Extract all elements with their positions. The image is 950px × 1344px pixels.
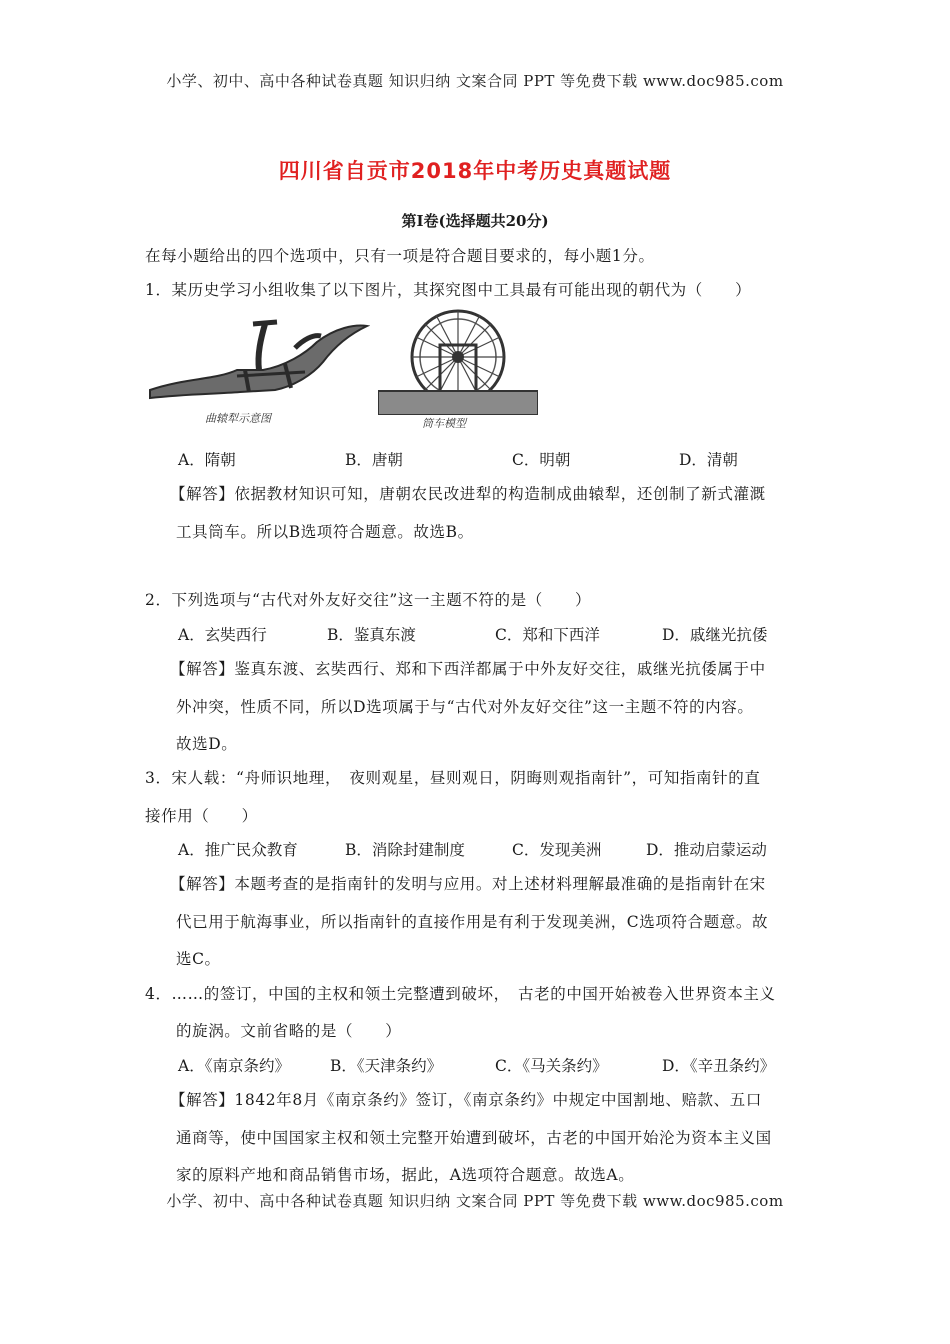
q3-option-d: D．推动启蒙运动 [646,841,767,859]
q1-answer-line-2: 工具筒车。所以B选项符合题意。故选B。 [176,523,474,541]
q2-option-d: D．戚继光抗倭 [662,626,768,644]
q4-answer-line-1: 【解答】1842年8月《南京条约》签订，《南京条约》中规定中国割地、赔款、五口 [170,1091,762,1109]
section-heading: 第Ⅰ卷(选择题共20分) [401,212,549,230]
q1-option-d: D．清朝 [679,451,738,469]
q3-option-a: A．推广民众教育 [178,841,298,859]
q2-answer-line-2: 外冲突，性质不同，所以D选项属于与“古代对外友好交往”这一主题不符的内容。 [176,698,754,716]
q1-option-a: A．隋朝 [178,451,236,469]
q3-stem-line-1: 3．宋人载：“舟师识地理， 夜则观星，昼则观日，阴晦则观指南针”，可知指南针的直 [145,769,761,787]
plow-figure [145,318,370,428]
q2-answer-line-3: 故选D。 [176,735,238,753]
waterwheel-caption: 筒车模型 [422,417,466,430]
q4-answer-line-3: 家的原料产地和商品销售市场，据此，A选项符合题意。故选A。 [176,1166,635,1184]
q4-option-b: B．《天津条约》 [330,1057,443,1075]
q3-answer-line-1: 【解答】本题考查的是指南针的发明与应用。对上述材料理解最准确的是指南针在宋 [170,875,766,893]
plow-caption: 曲辕犁示意图 [205,412,271,425]
q4-option-c: C．《马关条约》 [495,1057,608,1075]
q2-option-b: B．鉴真东渡 [327,626,416,644]
q4-option-d: D．《辛丑条约》 [662,1057,776,1075]
q1-answer-line-1: 【解答】依据教材知识可知，唐朝农民改进犁的构造制成曲辕犁，还创制了新式灌溉 [170,485,766,503]
q3-stem-line-2: 接作用（ ） [145,807,258,825]
waterwheel-figure [378,305,538,430]
page-header: 小学、初中、高中各种试卷真题 知识归纳 文案合同 PPT 等免费下载 www.doc985.com [166,72,784,90]
waterwheel-illustration [378,305,538,415]
q2-option-c: C．郑和下西洋 [495,626,600,644]
q1-option-c: C．明朝 [512,451,571,469]
q1-option-b: B．唐朝 [345,451,403,469]
page-footer: 小学、初中、高中各种试卷真题 知识归纳 文案合同 PPT 等免费下载 www.doc985.com [166,1192,784,1210]
q3-option-b: B．消除封建制度 [345,841,465,859]
q4-stem-line-2: 的旋涡。文前省略的是（ ） [176,1022,402,1040]
q3-option-c: C．发现美洲 [512,841,602,859]
q3-answer-line-3: 选C。 [176,950,221,968]
q2-answer-line-1: 【解答】鉴真东渡、玄奘西行、郑和下西洋都属于中外友好交往，戚继光抗倭属于中 [170,660,766,678]
page-title: 四川省自贡市2018年中考历史真题试题 [278,159,672,183]
instructions: 在每小题给出的四个选项中，只有一项是符合题目要求的，每小题1分。 [145,247,655,265]
q1-stem: 1．某历史学习小组收集了以下图片，其探究图中工具最有可能出现的朝代为（ ） [145,281,752,299]
q4-option-a: A．《南京条约》 [178,1057,290,1075]
q2-stem: 2．下列选项与“古代对外友好交往”这一主题不符的是（ ） [145,591,592,609]
q4-stem-line-1: 4．……的签订，中国的主权和领土完整遭到破坏， 古老的中国开始被卷入世界资本主义 [145,985,776,1003]
q4-answer-line-2: 通商等，使中国国家主权和领土完整开始遭到破坏，古老的中国开始沦为资本主义国 [176,1129,772,1147]
q2-option-a: A．玄奘西行 [178,626,267,644]
q3-answer-line-2: 代已用于航海事业，所以指南针的直接作用是有利于发现美洲，C选项符合题意。故 [176,913,769,931]
